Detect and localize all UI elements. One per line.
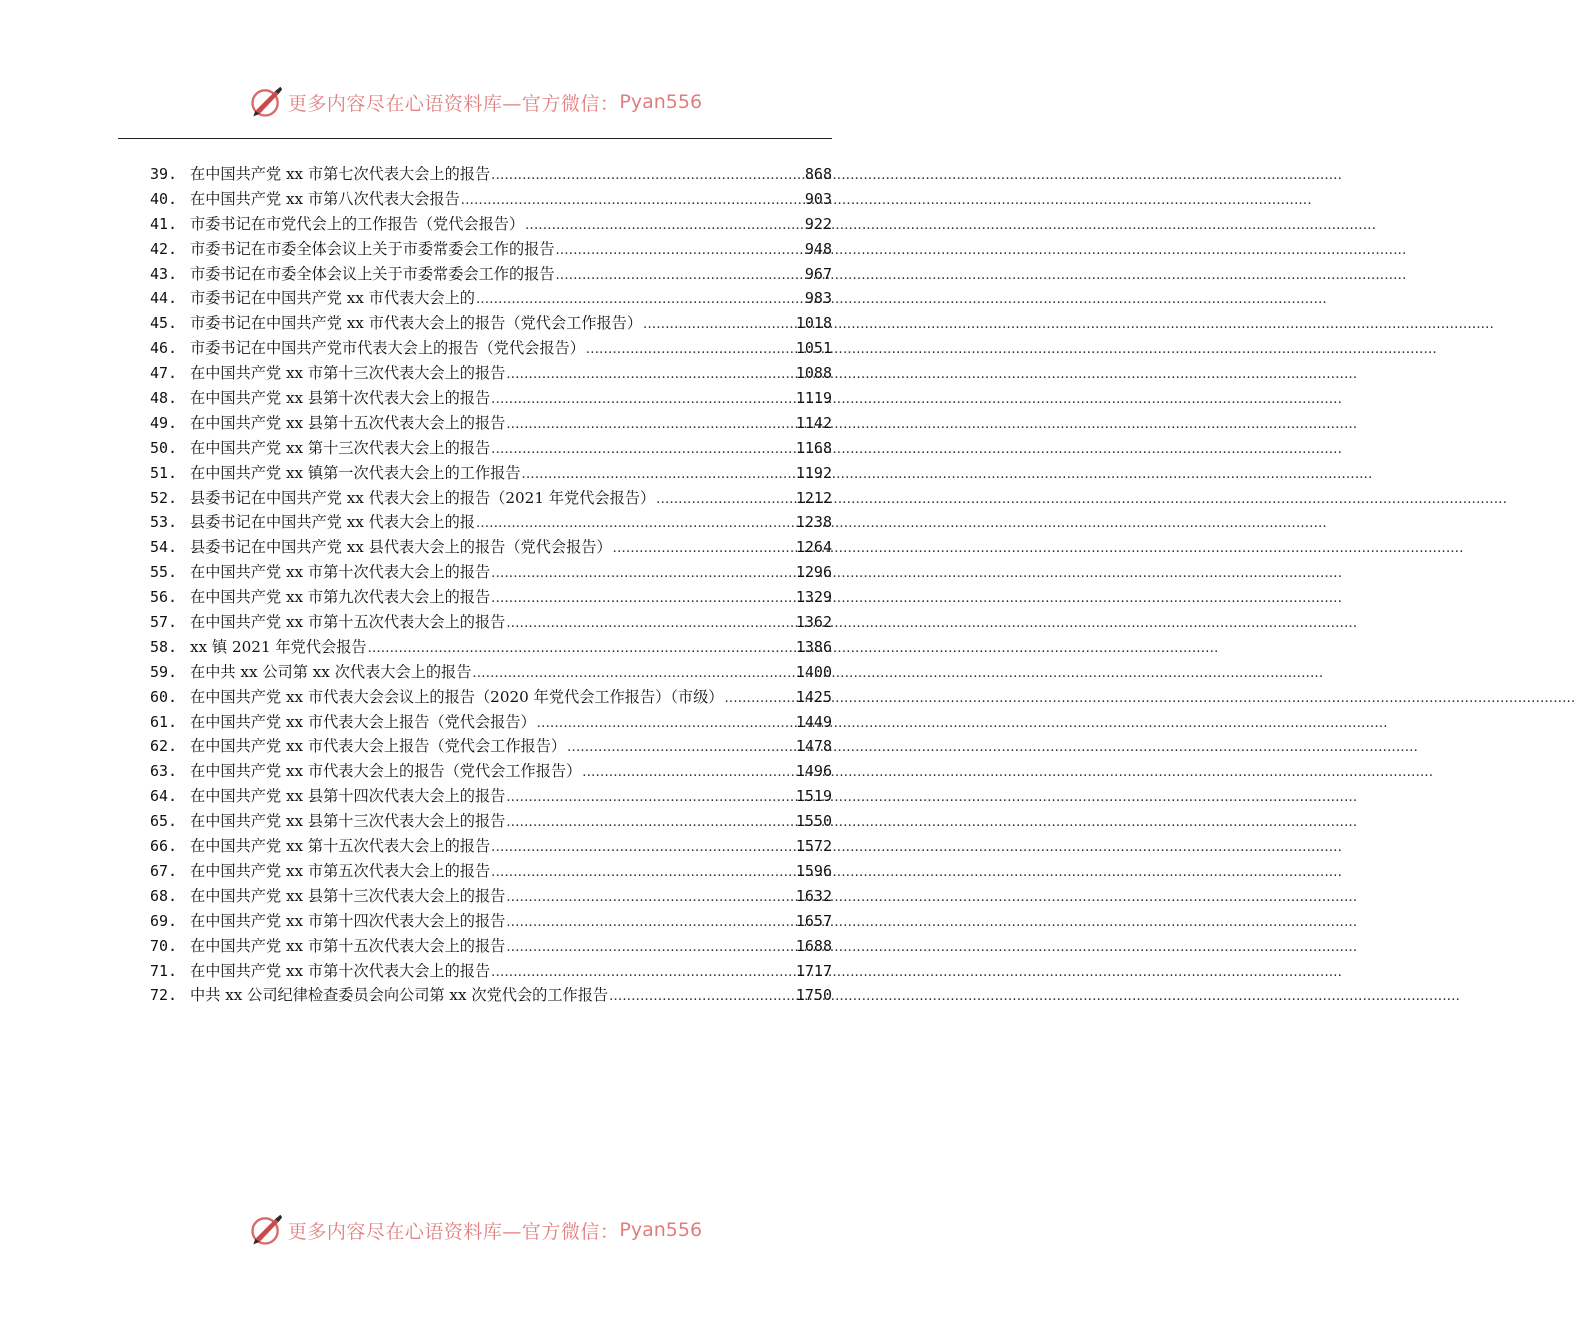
toc-dot-leader <box>556 264 804 289</box>
toc-entry[interactable] <box>150 336 832 361</box>
toc-entry-title: 市委书记在市委全体会议上关于市委常委会工作的报告 <box>190 264 555 283</box>
toc-dot-leader <box>522 463 795 488</box>
toc-entry-page-number: 1717 <box>795 961 832 980</box>
toc-entry[interactable] <box>150 610 832 635</box>
header-rule <box>118 138 832 139</box>
toc-dot-leader <box>656 488 795 513</box>
toc-entry-page-number: 1425 <box>795 687 832 706</box>
footer-banner <box>0 1210 950 1250</box>
toc-entry[interactable] <box>150 262 832 287</box>
toc-dot-leader <box>525 214 804 239</box>
toc-entry-number: 43. <box>150 264 178 283</box>
toc-entry-number: 48. <box>150 389 178 408</box>
toc-entry-title: 市委书记在市党代会上的工作报告（党代会报告） <box>190 214 525 233</box>
toc-entry-number: 45. <box>150 314 178 333</box>
toc-entry-title: 在中国共产党 xx 市第十四次代表大会上的报告 <box>190 911 506 930</box>
toc-entry-page-number: 922 <box>804 214 832 233</box>
toc-entry-number: 46. <box>150 339 178 358</box>
toc-entry-page-number: 1018 <box>795 314 832 333</box>
toc-entry-title: 在中国共产党 xx 市第九次代表大会上的报告 <box>190 588 491 607</box>
toc-entry-title: 在中国共产党 xx 市第八次代表大会报告 <box>190 189 460 208</box>
header-banner-text: 更多内容尽在心语资料库—官方微信： <box>287 92 620 115</box>
toc-dot-leader <box>506 811 795 836</box>
toc-entry-number: 51. <box>150 463 178 482</box>
pen-logo-icon <box>248 1212 284 1248</box>
toc-entry-title: 市委书记在中国共产党 xx 市代表大会上的 <box>190 289 475 308</box>
toc-entry-title: 县委书记在中国共产党 xx 县代表大会上的报告（党代会报告） <box>190 538 612 557</box>
toc-entry[interactable] <box>150 685 832 710</box>
toc-entry-number: 69. <box>150 911 178 930</box>
toc-entry[interactable] <box>150 859 832 884</box>
toc-entry[interactable] <box>150 237 832 262</box>
toc-entry-page-number: 967 <box>804 264 832 283</box>
toc-entry-page-number: 1519 <box>795 787 832 806</box>
header-banner <box>0 82 950 122</box>
toc-entry-number: 71. <box>150 961 178 980</box>
toc-entry[interactable] <box>150 983 832 1008</box>
toc-dot-leader <box>461 189 804 214</box>
toc-entry-title: 在中国共产党 xx 市代表大会上的报告（党代会工作报告） <box>190 762 582 781</box>
toc-dot-leader <box>491 438 795 463</box>
toc-entry-page-number: 1329 <box>795 588 832 607</box>
toc-dot-leader <box>476 288 804 313</box>
toc-entry-title: 市委书记在市委全体会议上关于市委常委会工作的报告 <box>190 239 555 258</box>
toc-entry-page-number: 1400 <box>795 662 832 681</box>
toc-entry[interactable] <box>150 660 832 685</box>
toc-entry-page-number: 1688 <box>795 936 832 955</box>
toc-dot-leader <box>724 687 794 712</box>
toc-entry-title: 中共 xx 公司纪律检查委员会向公司第 xx 次党代会的工作报告 <box>190 986 609 1005</box>
toc-entry[interactable] <box>150 560 832 585</box>
toc-dot-leader <box>586 338 795 363</box>
toc-dot-leader <box>643 313 795 338</box>
toc-entry-page-number: 1238 <box>795 513 832 532</box>
toc-entry-title: 市委书记在中国共产党市代表大会上的报告（党代会报告） <box>190 339 585 358</box>
toc-entry-page-number: 1596 <box>795 861 832 880</box>
toc-entry-page-number: 1212 <box>795 488 832 507</box>
toc-entry-title: 在中国共产党 xx 市代表大会上报告（党代会工作报告） <box>190 737 567 756</box>
toc-entry-number: 67. <box>150 861 178 880</box>
toc-entry-page-number: 1119 <box>795 389 832 408</box>
toc-entry[interactable] <box>150 162 832 187</box>
toc-entry-title: 在中国共产党 xx 市第十五次代表大会上的报告 <box>190 613 506 632</box>
toc-entry[interactable] <box>150 959 832 984</box>
toc-entry[interactable] <box>150 411 832 436</box>
toc-entry-number: 60. <box>150 687 178 706</box>
toc-entry-number: 66. <box>150 837 178 856</box>
toc-entry-page-number: 1386 <box>795 637 832 656</box>
toc-entry-number: 61. <box>150 712 178 731</box>
toc-entry-title: 县委书记在中国共产党 xx 代表大会上的报 <box>190 513 475 532</box>
toc-entry-page-number: 948 <box>804 239 832 258</box>
toc-entry-title: xx 镇 2021 年党代会报告 <box>190 637 367 656</box>
toc-entry-number: 70. <box>150 936 178 955</box>
toc-entry-page-number: 1051 <box>795 339 832 358</box>
toc-entry[interactable] <box>150 535 832 560</box>
toc-entry-number: 49. <box>150 413 178 432</box>
toc-entry[interactable] <box>150 461 832 486</box>
toc-entry-number: 57. <box>150 613 178 632</box>
toc-entry-page-number: 1142 <box>795 413 832 432</box>
toc-entry[interactable] <box>150 934 832 959</box>
toc-dot-leader <box>613 537 795 562</box>
toc-entry[interactable] <box>150 834 832 859</box>
toc-entry-page-number: 1362 <box>795 613 832 632</box>
toc-entry-number: 52. <box>150 488 178 507</box>
toc-entry-title: 在中国共产党 xx 第十三次代表大会上的报告 <box>190 438 491 457</box>
toc-entry-title: 县委书记在中国共产党 xx 代表大会上的报告（2021 年党代会报告） <box>190 488 656 507</box>
toc-entry-page-number: 1750 <box>795 986 832 1005</box>
toc-entry-number: 47. <box>150 364 178 383</box>
toc-entry[interactable] <box>150 784 832 809</box>
toc-dot-leader <box>491 388 795 413</box>
toc-dot-leader <box>506 786 795 811</box>
toc-dot-leader <box>476 512 795 537</box>
footer-banner-contact: Pyan556 <box>619 1219 703 1241</box>
footer-banner-text: 更多内容尽在心语资料库—官方微信： <box>287 1220 620 1243</box>
toc-entry-number: 59. <box>150 662 178 681</box>
toc-entry-title: 在中国共产党 xx 县第十四次代表大会上的报告 <box>190 787 506 806</box>
toc-entry-title: 在中国共产党 xx 县第十五次代表大会上的报告 <box>190 413 506 432</box>
toc-entry-number: 56. <box>150 588 178 607</box>
toc-entry-number: 55. <box>150 563 178 582</box>
toc-dot-leader <box>368 637 795 662</box>
toc-entry-number: 44. <box>150 289 178 308</box>
toc-entry[interactable] <box>150 286 832 311</box>
toc-dot-leader <box>506 363 795 388</box>
toc-entry-number: 39. <box>150 165 178 183</box>
header-banner-contact: Pyan556 <box>619 91 703 113</box>
toc-entry-page-number: 1264 <box>795 538 832 557</box>
toc-entry-title: 在中国共产党 xx 第十五次代表大会上的报告 <box>190 837 491 856</box>
toc-entry-title: 在中国共产党 xx 市第五次代表大会上的报告 <box>190 861 491 880</box>
toc-dot-leader <box>491 164 804 189</box>
toc-entry[interactable] <box>150 187 832 212</box>
toc-dot-leader <box>609 985 795 1010</box>
toc-entry-page-number: 1296 <box>795 563 832 582</box>
toc-dot-leader <box>556 239 804 264</box>
toc-dot-leader <box>506 936 795 961</box>
toc-entry-number: 58. <box>150 637 178 656</box>
toc-entry[interactable] <box>150 759 832 784</box>
toc-entry-page-number: 868 <box>804 165 832 183</box>
toc-dot-leader <box>506 911 795 936</box>
toc-entry-number: 53. <box>150 513 178 532</box>
toc-entry[interactable] <box>150 486 832 511</box>
toc-entry-title: 市委书记在中国共产党 xx 市代表大会上的报告（党代会工作报告） <box>190 314 643 333</box>
toc-entry-page-number: 903 <box>804 189 832 208</box>
toc-entry-title: 在中国共产党 xx 市代表大会上报告（党代会报告） <box>190 712 536 731</box>
toc-entry-page-number: 983 <box>804 289 832 308</box>
toc-entry[interactable] <box>150 909 832 934</box>
toc-entry-title: 在中国共产党 xx 县第十三次代表大会上的报告 <box>190 812 506 831</box>
toc-entry-title: 在中国共产党 xx 县第十次代表大会上的报告 <box>190 389 491 408</box>
toc-entry-page-number: 1088 <box>795 364 832 383</box>
toc-entry-title: 在中国共产党 xx 市第七次代表大会上的报告 <box>190 165 491 183</box>
toc-entry[interactable] <box>150 311 832 336</box>
toc-entry-page-number: 1168 <box>795 438 832 457</box>
toc-entry-title: 在中国共产党 xx 市第十五次代表大会上的报告 <box>190 936 506 955</box>
toc-entry-title: 在中国共产党 xx 市第十三次代表大会上的报告 <box>190 364 506 383</box>
toc-entry-page-number: 1657 <box>795 911 832 930</box>
toc-entry-title: 在中国共产党 xx 镇第一次代表大会上的工作报告 <box>190 463 521 482</box>
toc-entry-number: 41. <box>150 214 178 233</box>
toc-dot-leader <box>537 712 795 737</box>
toc-entry-number: 50. <box>150 438 178 457</box>
toc-dot-leader <box>582 761 795 786</box>
toc-entry[interactable] <box>150 809 832 834</box>
toc-entry-number: 63. <box>150 762 178 781</box>
toc-entry[interactable] <box>150 212 832 237</box>
pen-logo-icon <box>248 84 284 120</box>
toc-entry[interactable] <box>150 884 832 909</box>
toc-entry-page-number: 1192 <box>795 463 832 482</box>
toc-dot-leader <box>472 662 794 687</box>
toc-entry-title: 在中国共产党 xx 市代表大会会议上的报告（2020 年党代会工作报告）（市级） <box>190 687 724 706</box>
toc-entry-page-number: 1572 <box>795 837 832 856</box>
toc-entry[interactable] <box>150 386 832 411</box>
toc-entry-number: 54. <box>150 538 178 557</box>
toc-dot-leader <box>491 562 795 587</box>
toc-entry-page-number: 1449 <box>795 712 832 731</box>
toc-entry[interactable] <box>150 635 832 660</box>
toc-entry-number: 65. <box>150 812 178 831</box>
toc-dot-leader <box>491 587 795 612</box>
toc-entry[interactable] <box>150 734 832 759</box>
toc-dot-leader <box>567 736 795 761</box>
toc-entry-page-number: 1632 <box>795 886 832 905</box>
toc-entry-page-number: 1496 <box>795 762 832 781</box>
toc-entry[interactable] <box>150 436 832 461</box>
toc-entry-number: 72. <box>150 986 178 1005</box>
toc-dot-leader <box>491 836 795 861</box>
toc-dot-leader <box>491 961 795 986</box>
toc-entry[interactable] <box>150 585 832 610</box>
toc-entry-page-number: 1550 <box>795 812 832 831</box>
toc-dot-leader <box>491 861 795 886</box>
toc-entry-title: 在中共 xx 公司第 xx 次代表大会上的报告 <box>190 662 472 681</box>
toc-entry[interactable] <box>150 361 832 386</box>
toc-entry-number: 68. <box>150 886 178 905</box>
toc-entry-number: 40. <box>150 189 178 208</box>
toc-entry-number: 62. <box>150 737 178 756</box>
toc-dot-leader <box>506 886 795 911</box>
toc-entry-number: 42. <box>150 239 178 258</box>
toc-entry-title: 在中国共产党 xx 市第十次代表大会上的报告 <box>190 563 491 582</box>
toc-entry[interactable] <box>150 510 832 535</box>
toc-entry[interactable] <box>150 710 832 735</box>
toc-entry-page-number: 1478 <box>795 737 832 756</box>
toc-entry-title: 在中国共产党 xx 县第十三次代表大会上的报告 <box>190 886 506 905</box>
table-of-contents <box>150 162 832 1008</box>
toc-dot-leader <box>506 413 795 438</box>
toc-entry-title: 在中国共产党 xx 市第十次代表大会上的报告 <box>190 961 491 980</box>
toc-dot-leader <box>506 612 795 637</box>
toc-entry-number: 64. <box>150 787 178 806</box>
